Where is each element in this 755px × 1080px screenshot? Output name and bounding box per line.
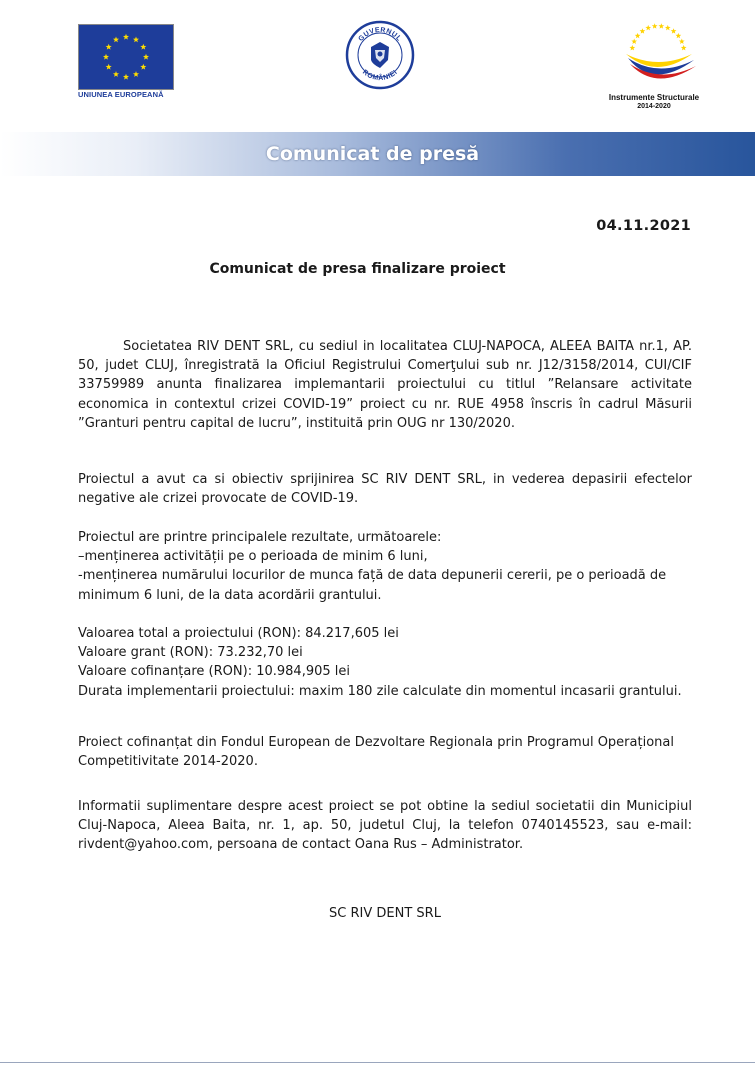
results-intro: Proiectul are printre principalele rezultate, următoarele:	[78, 530, 442, 545]
is-star-icon	[681, 45, 687, 50]
eu-star-icon	[103, 54, 109, 60]
eu-star-icon	[106, 44, 112, 50]
eu-star-icon	[140, 64, 146, 70]
svg-text:GUVERNUL: GUVERNUL	[357, 26, 403, 43]
banner-title: Comunicat de presă	[265, 143, 480, 165]
is-star-icon	[679, 39, 685, 44]
document-subject: Comunicat de presa finalizare proiect	[209, 261, 506, 277]
document-date: 04.11.2021	[596, 218, 691, 234]
instrumente-structurale-label: Instrumente Structurale	[608, 93, 700, 102]
company-intro-text: Societatea RIV DENT SRL, cu sediul in localitatea CLUJ-NAPOCA, ALEEA BAITA nr.1, AP. 50, judet CLUJ, înregistrată la Oficiul Registrului Comerţului sub nr. J12/3158/2014, CUI/CIF 33759989 anunta finalizarea implemantarii proiectului cu titlul ”Relansare activitate economica in contextul crizei COVID-19” proiect cu nr. RUE 4958 înscris în cadrul Măsurii ”Granturi pentru capital de lucru”, instituită prin OUG nr 130/2020.	[78, 339, 692, 431]
eu-star-icon	[113, 36, 119, 42]
cofinancing-value: Valoare cofinanțare (RON): 10.984,905 lei	[78, 664, 350, 680]
is-star-icon	[665, 25, 671, 30]
eu-logo	[78, 24, 174, 100]
instrumente-structurale-logo	[598, 20, 710, 116]
instrumente-structurale-years: 2014-2020	[637, 103, 671, 110]
is-star-icon	[631, 39, 637, 44]
is-star-icon	[671, 28, 677, 33]
is-star-icon	[645, 25, 651, 30]
company-intro-paragraph	[78, 337, 692, 433]
eu-star-icon	[143, 54, 149, 60]
eu-star-icon	[140, 44, 146, 50]
eu-flag-icon	[78, 24, 174, 90]
eu-label: UNIUNEA EUROPEANĂ	[78, 90, 164, 99]
eu-star-icon	[133, 36, 139, 42]
government-seal-logo	[345, 20, 415, 90]
eu-star-icon	[113, 71, 119, 77]
grant-value: Valoare grant (RON): 73.232,70 lei	[78, 645, 303, 661]
svg-text:ROMÂNIEI: ROMÂNIEI	[360, 68, 400, 83]
results-paragraph	[78, 528, 692, 605]
implementation-duration: Durata implementarii proiectului: maxim 180 zile calculate din momentul incasarii grantului.	[78, 683, 682, 699]
is-star-icon	[640, 28, 646, 33]
eu-star-icon	[123, 34, 129, 40]
eu-star-icon	[133, 71, 139, 77]
bottom-divider	[0, 1062, 755, 1063]
press-release-banner	[0, 132, 755, 176]
is-star-icon	[635, 33, 641, 38]
is-star-icon	[629, 45, 635, 50]
is-star-icon	[676, 33, 682, 38]
is-star-icon	[658, 23, 664, 28]
is-star-icon	[652, 23, 658, 28]
contact-paragraph: Informatii suplimentare despre acest proiect se pot obtine la sediul societatii din Municipiul Cluj-Napoca, Aleea Baita, nr. 1, ap. 50, judetul Cluj, la telefon 0740145523, sau e-mail: rivdent@yahoo.com, persoana de contact Oana Rus – Administrator.	[78, 799, 692, 853]
financial-details	[78, 624, 692, 701]
results-item: –menținerea activității pe o perioada de minim 6 luni,	[78, 549, 428, 565]
eu-star-icon	[123, 74, 129, 80]
cofinancing-paragraph: Proiect cofinanțat din Fondul European de Dezvoltare Regionala prin Programul Operațional Competitivitate 2014-2020.	[78, 735, 674, 770]
results-item: -menținerea numărului locurilor de munca față de data depunerii cererii, pe o perioadă de minimum 6 luni, de la data acordării grantului.	[78, 568, 667, 603]
company-signature: SC RIV DENT SRL	[329, 906, 441, 921]
eu-star-icon	[106, 64, 112, 70]
objective-paragraph: Proiectul a avut ca si obiectiv sprijinirea SC RIV DENT SRL, in vederea depasirii efectelor negative ale crizei provocate de COVID-19.	[78, 472, 692, 507]
total-value: Valoarea total a proiectului (RON): 84.217,605 lei	[78, 626, 399, 641]
